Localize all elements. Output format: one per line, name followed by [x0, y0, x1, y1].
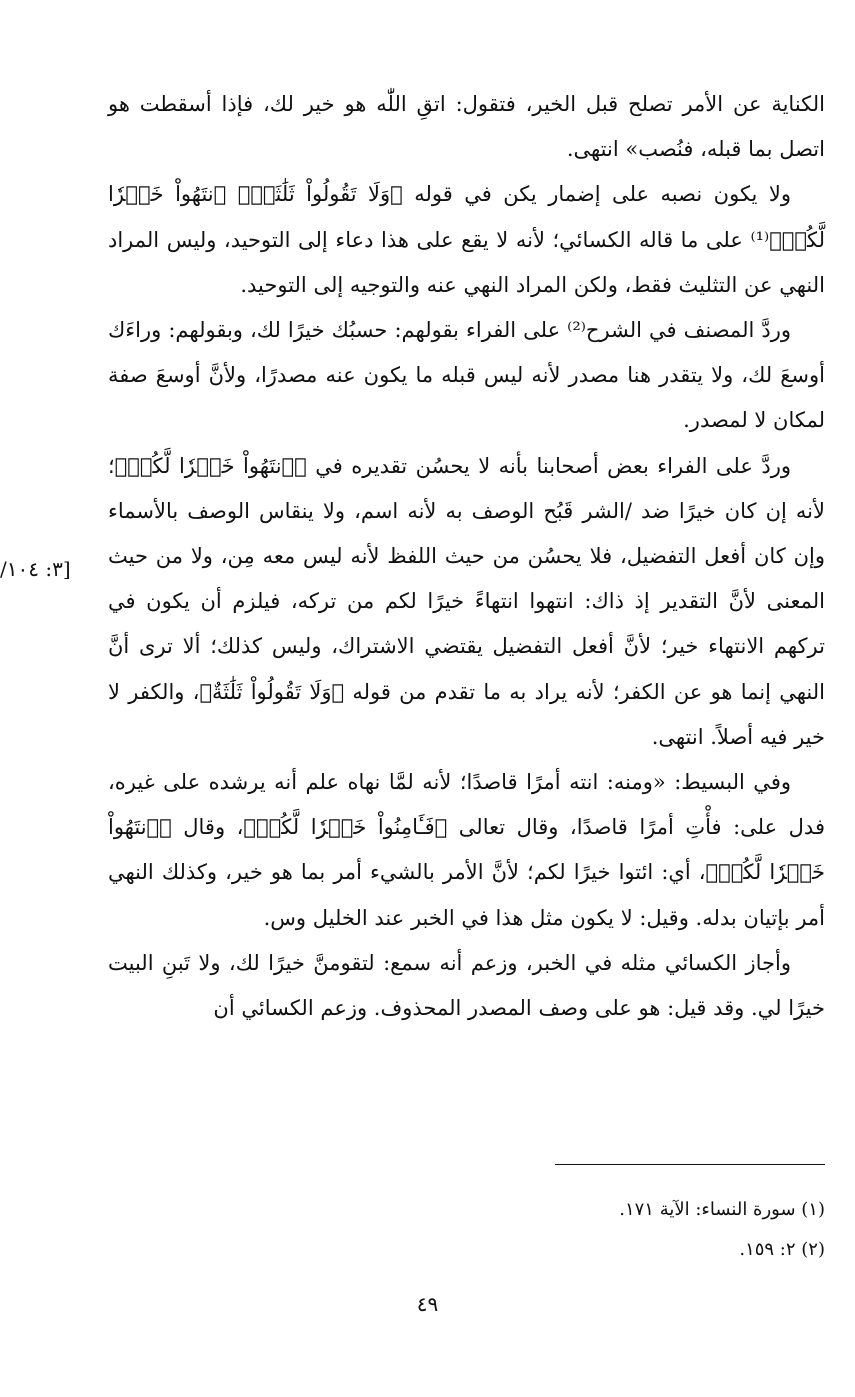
page-number: ٤٩ [416, 1292, 439, 1316]
main-text [108, 82, 825, 1031]
paragraph-4: وردَّ على الفراء بعض أصحابنا بأنه لا يحسُن تقديره في ﴿ٱنتَهُواْ خَيۡرٗا لَّكُمۡ﴾؛ لأنه إن كان خيرًا ضد /الشر قَبُح الوصف به لأنه اسم، ولا ينقاس الوصف بالأسماء وإن كان أفعل التفضيل، فلا يحسُن من حيث اللفظ لأنه ليس معه مِن، ولا من حيث المعنى لأنَّ التقدير إذ ذاك: انتهوا انتهاءً خيرًا لكم من تركه، فيلزم أن يكون في تركهم الانتهاء خير؛ لأنَّ أفعل التفضيل يقتضي الاشتراك، وليس كذلك؛ ألا ترى أنَّ النهي إنما هو عن الكفر؛ لأنه يراد به ما تقدم من قوله ﴿وَلَا تَقُولُواْ ثَلَٰثَةٌ﴾، والكفر لا خير فيه أصلاً. انتهى. [108, 453, 825, 749]
paragraph-5: وفي البسيط: «ومنه: انته أمرًا قاصدًا؛ لأنه لمَّا نهاه علم أنه يرشده على غيره، فدل على: فأْتِ أمرًا قاصدًا، وقال تعالى ﴿فَـَٔامِنُواْ خَيۡرٗا لَّكُمۡ﴾، وقال ﴿ٱنتَهُواْ خَيۡرٗا لَّكُمۡ﴾، أي: ائتوا خيرًا لكم؛ لأنَّ الأمر بالشيء أمر بما هو خير، وكذلك النهي أمر بإتيان بدله. وقيل: لا يكون مثل هذا في الخبر عند الخليل وس. [108, 770, 825, 930]
margin-reference: [٣: ١٠٤/ [0, 557, 71, 581]
footnote-separator [555, 1164, 825, 1165]
paragraph-3: وردَّ المصنف في الشرح⁽²⁾ على الفراء بقولهم: حسبُك خيرًا لك، وبقولهم: وراءَك أوسعَ لك، ولا يتقدر هنا مصدر لأنه ليس قبله ما يكون عنه مصدرًا، ولأنَّ أوسعَ صفة لمكان لا لمصدر. [108, 318, 825, 433]
paragraph-2: ولا يكون نصبه على إضمار يكن في قوله ﴿وَلَا تَقُولُواْ ثَلَٰثَةٌۚ ٱنتَهُواْ خَيۡرٗا لَّكُمۡ﴾⁽¹⁾ على ما قاله الكسائي؛ لأنه لا يقع على هذا دعاء إلى التوحيد، وليس المراد النهي عن التثليث فقط، ولكن المراد النهي عنه والتوجيه إلى التوحيد. [108, 182, 825, 297]
footnotes [108, 1190, 825, 1270]
footnote-1: (١) سورة النساء: الآية ١٧١. [619, 1199, 825, 1220]
paragraph-1: الكناية عن الأمر تصلح قبل الخير، فتقول: اتقِ اللّٰه هو خير لك، فإذا أسقطت هو اتصل بما قبله، فنُصب» انتهى. [108, 92, 825, 162]
footnote-2: (٢) ٢: ١٥٩. [739, 1239, 825, 1260]
paragraph-6: وأجاز الكسائي مثله في الخبر، وزعم أنه سمع: لتقومنَّ خيرًا لك، ولا تَبنِ البيت خيرًا لي. وقد قيل: هو على وصف المصدر المحذوف. وزعم الكسائي أن [108, 950, 825, 1021]
